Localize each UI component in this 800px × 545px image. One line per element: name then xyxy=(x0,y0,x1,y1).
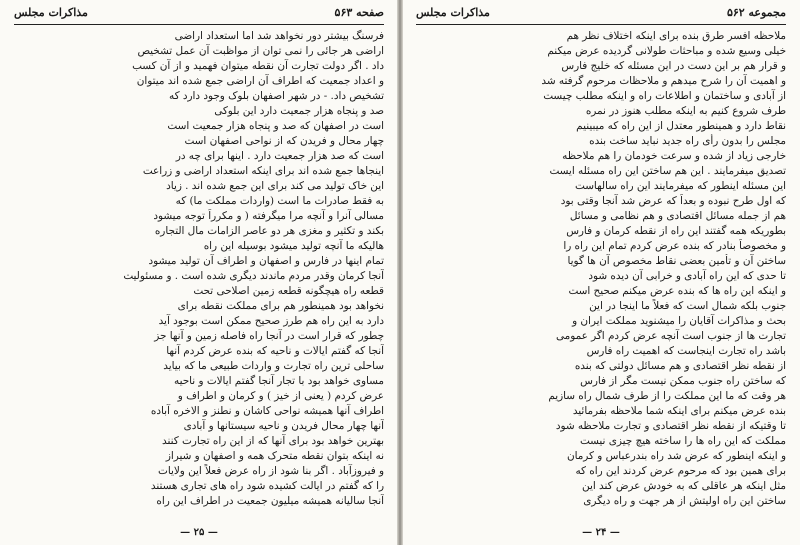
text-line: از آبادی و ساختمان و اطلاعات راه و اینکه مطلب چیست xyxy=(543,90,786,102)
right-header-rule xyxy=(416,24,786,25)
left-page-header xyxy=(14,6,384,22)
text-line: طرف شروع کنیم به اینکه مطلب هنوز در نمره xyxy=(585,105,786,117)
text-line: بهترین خواهد بود برای آنها که از این راه تجارت کنند xyxy=(162,435,384,447)
right-page-number: مجموعه ۵۶۲ xyxy=(726,6,786,19)
text-line: عرض کردم ( یعنی از خیز ) و کرمان و اطراف و xyxy=(177,390,384,402)
text-line: آنجا کرمان وقدر مردم ماندند دیگری شده است . و مسئولیت xyxy=(123,270,384,282)
text-line: صد و پنجاه هزار جمعیت دارد این بلوکی xyxy=(214,105,384,117)
text-line: و مخصوصاً بنادر که بنده عرض کردم تمام این راه را xyxy=(563,240,786,252)
text-line: هم از جمله مسائل اقتصادی و هم نظامی و مسائل xyxy=(569,210,786,222)
text-line: تا حدی که این راه آبادی و خرابی آن دیده شود xyxy=(588,270,786,282)
text-line: این خاک تولید می کند برای این جمع شده اند . زیاد xyxy=(166,180,384,192)
text-line: تا وقتیکه از نقطه نظر اقتصادی و تجارت ملاحظه شود xyxy=(555,420,786,432)
text-line: تمام اینها در فارس و اصفهان و اطراف آن تولید میشود xyxy=(148,255,384,267)
text-line: هالیکه ما آنچه تولید میشود بوسیله این راه xyxy=(203,240,384,252)
text-line: تصدیق میفرمایند . این هم ساختن این راه مسئله ایست xyxy=(549,165,786,177)
text-line: بحث و مذاکرات آقایان را میشنوید مملکت ایران و xyxy=(572,315,786,327)
left-page-body xyxy=(14,29,384,509)
text-line: ساحلی ترین راه تجارت و واردات طبیعی ما که بیاید xyxy=(163,360,384,372)
text-line: فرسنگ بیشتر دور نخواهد شد اما استعداد اراضی xyxy=(174,30,384,42)
text-line: خارجی زیاد از شده و سرعت خودمان را هم ملاحظه xyxy=(562,150,786,162)
text-line: مجلس را بدون رأی راه جدید نباید ساخت بنده xyxy=(589,135,786,147)
right-page-header xyxy=(416,6,786,22)
text-line: نه اینکه بتوان نقطه متحرک همه و اصفهان و شیراز xyxy=(165,450,384,462)
right-page-body xyxy=(416,29,786,509)
text-line: بکند و تکثیر و مغزی هر دو عاصر الزامات مال التجاره xyxy=(154,225,384,237)
left-page xyxy=(0,0,398,545)
text-line: اینجاها جمع شده اند برای اینکه استعداد اراضی و زراعت xyxy=(142,165,384,177)
text-line: اراضی هر جائی را نمی توان از مواظبت آن عمل تشخیص xyxy=(137,45,384,57)
text-line: تجارت ها از جنوب است آنچه عرض کردم اگر عمومی xyxy=(555,330,786,342)
left-header-rule xyxy=(14,24,384,25)
text-line: این مسئله اینطور که میفرمایند این راه سالهاست xyxy=(575,180,786,192)
left-page-footer: — ۲۵ — xyxy=(180,527,218,538)
text-line: و اینکه این راه ها که بنده عرض میکنم صحیح است xyxy=(568,285,786,297)
text-line: مملکت که این راه ها را ساخته هیچ چیزی نیست xyxy=(579,435,786,447)
text-line: خیلی وسیع شده و مباحثات طولانی گردیده عرض میکنم xyxy=(547,45,786,57)
right-running-title: مذاکرات مجلس xyxy=(416,6,490,19)
text-line: تشخیص داد. - در شهر اصفهان بلوک وجود دارد که xyxy=(169,90,384,102)
text-line: که ساختن راه جنوب ممکن نیست مگر از فارس xyxy=(580,375,786,387)
text-line: اطراف آنها همیشه نواحی کاشان و نطنز و الاخره آباده xyxy=(150,405,384,417)
text-line: مسالی آنرا و آنچه مرا میگرفته ( و مکرراً توجه میشود xyxy=(153,210,384,222)
text-line: و قرار هم بر این دست در این مسئله که خلیج فارس xyxy=(561,60,786,72)
text-line: ساختن این راه اولیتش از هر جهت و راه دیگری xyxy=(583,495,786,507)
text-line: بنده عرض میکنم برای اینکه شما ملاحظه بفرمائید xyxy=(572,405,786,417)
text-line: برای همین بود که مرحوم عرض کردند این راه که xyxy=(575,465,786,477)
text-line: هر وقت که ما این مملکت را از طرف شمال راه سازیم xyxy=(548,390,786,402)
text-line: داد . اگر دولت تجارت آن نقطه میتوان فهمید و از آن کسب xyxy=(132,60,384,72)
text-line: که اول طرح نبوده و بعداً که عرض شد آنجا وقتی بود xyxy=(560,195,786,207)
text-line: ملاحظه افسر طرق بنده برای اینکه اختلاف نظر هم xyxy=(566,30,786,42)
left-page-number: صفحه ۵۶۳ xyxy=(334,6,384,19)
text-line: به فقط صادرات ما است (واردات مملکت ما) که xyxy=(175,195,384,207)
text-line: نقاط دارد و همینطور معتدل از این راه که میبینیم xyxy=(576,120,786,132)
text-line: بطوریکه همه گفتند این راه از نقطه کرمان و فارس xyxy=(566,225,786,237)
text-line: آنجا سالیانه همیشه میلیون جمعیت در اطراف این راه xyxy=(156,495,384,507)
text-line: مساوی خواهد بود با تجار آنجا گفتم ایالات و ناحیه xyxy=(174,375,384,387)
text-line: چهار محال و فریدن که از نواحی اصفهان است xyxy=(184,135,384,147)
text-line: مثل اینکه هر عاقلی که به خودش عرض کند این xyxy=(582,480,786,492)
text-line: است که صد هزار جمعیت دارد . اینها برای چه در xyxy=(175,150,384,162)
right-page xyxy=(402,0,800,545)
text-line: نخواهد بود همینطور هم برای مملکت نقطه برای xyxy=(177,300,384,312)
text-line: چطور که قرار است در آنجا راه فاصله زمین و آنها جز xyxy=(154,330,384,342)
text-line: قطعه راه هیچگونه قطعه زمین اصلاحی تحت xyxy=(193,285,384,297)
text-line: دارد به این راه هم طرز صحیح ممکن است بوجود آید xyxy=(158,315,384,327)
text-line: ساختن آن و تأمین بعضی نقاط مخصوص آن ها گویا xyxy=(567,255,786,267)
text-line: و اینکه اینطور که عرض شد راه بندرعباس و کرمان xyxy=(566,450,786,462)
text-line: و اهمیت آن را شرح میدهم و ملاحظات مرحوم گرفته شد xyxy=(541,75,786,87)
text-line: جنوب بلکه شمال است که فعلاً ما اینجا در این xyxy=(589,300,786,312)
text-line: و اعداد جمعیت که اطراف آن اراضی جمع شده اند میتوان xyxy=(136,75,384,87)
text-line: و فیروزآباد . اگر بنا شود از راه عرض فعلاً این ولایات xyxy=(158,465,384,477)
text-line: آنجا که گفتم ایالات و ناحیه که بنده عرض کردم آنها xyxy=(166,345,384,357)
text-line: باشد راه تجارت اینجاست که اهمیت راه فارس xyxy=(586,345,786,357)
text-line: را که گفتم در ایالت کشیده شود راه های تجاری هستند xyxy=(150,480,384,492)
left-running-title: مذاکرات مجلس xyxy=(14,6,88,19)
text-line: آنها چهار محال فریدن و ناحیه سیستانها و آبادی xyxy=(183,420,384,432)
right-page-footer: — ۲۴ — xyxy=(582,527,620,538)
text-line: از نقطه نظر اقتصادی و هم مسائل دولتی که بنده xyxy=(574,360,786,372)
text-line: است در اصفهان که صد و پنجاه هزار جمعیت است xyxy=(167,120,384,132)
